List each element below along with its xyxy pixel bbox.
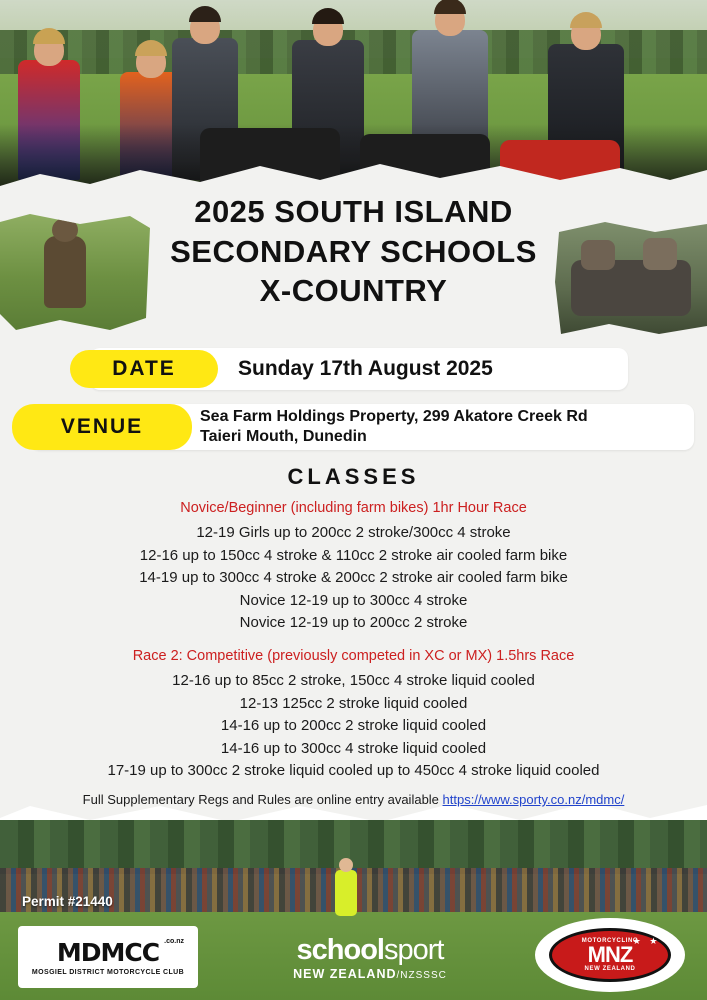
logo-motorcycling-nz <box>535 918 685 992</box>
schoolsport-wordmark <box>296 933 444 966</box>
mdmcc-mark: MDMCC <box>56 938 160 967</box>
class-line: 12-16 up to 150cc 4 stroke & 110cc 2 stroke air cooled farm bike <box>139 546 568 564</box>
date-label-pill: DATE <box>70 350 218 388</box>
class-group-competitive <box>0 648 707 783</box>
southern-cross-stars-icon: ★ ★ ★ <box>632 936 677 946</box>
schoolsport-thin: sport <box>383 933 444 966</box>
class-line: 17-19 up to 300cc 2 stroke liquid cooled up to 450cc 4 stroke liquid cooled <box>107 762 600 779</box>
mnz-mark: MNZ <box>587 942 633 967</box>
class-line: Novice 12-19 up to 300cc 4 stroke <box>239 591 468 609</box>
schoolsport-bold: school <box>296 933 384 966</box>
class-line: 12-16 up to 85cc 2 stroke, 150cc 4 stroke liquid cooled <box>172 672 535 689</box>
class-line: 12-13 125cc 2 stroke liquid cooled <box>239 694 468 712</box>
class-line: 14-19 up to 300cc 4 stroke & 200cc 2 stroke air cooled farm bike <box>139 569 568 586</box>
venue-line-2: Taieri Mouth, Dunedin <box>200 428 367 445</box>
logo-school-sport-nz <box>270 930 470 986</box>
header-photo <box>0 0 707 186</box>
schoolsport-tag: /NZSSSC <box>396 969 447 981</box>
schoolsport-subline <box>293 967 447 981</box>
footer-treeline <box>0 820 707 874</box>
classes-heading: CLASSES <box>287 464 420 489</box>
mnz-top-text: MOTORCYCLING <box>581 938 639 944</box>
mdmcc-domain: .co.nz <box>164 938 184 945</box>
venue-line-1: Sea Farm Holdings Property, 299 Akatore Creek Rd <box>200 408 588 425</box>
mdmcc-caption: MOSGIEL DISTRICT MOTORCYCLE CLUB <box>31 969 185 976</box>
class-line: 12-19 Girls up to 200cc 2 stroke/300cc 4 stroke <box>196 524 511 541</box>
venue-label-pill: VENUE <box>12 404 192 450</box>
venue-text <box>200 407 588 447</box>
marshal-figure <box>335 870 357 916</box>
class-line: 14-16 up to 200cc 2 stroke liquid cooled <box>220 717 487 734</box>
entry-link[interactable]: https://www.sporty.co.nz/mdmc/ <box>442 792 625 807</box>
class-group-heading: Race 2: Competitive (previously competed in XC or MX) 1.5hrs Race <box>132 648 575 664</box>
permit-number: Permit #21440 <box>22 894 113 909</box>
supplementary-regs-line <box>0 792 707 807</box>
logo-mdmcc <box>18 926 198 988</box>
regs-text: Full Supplementary Regs and Rules are online entry available <box>82 792 443 807</box>
class-group-novice <box>0 500 707 635</box>
title-line-1: 2025 SOUTH ISLAND <box>194 194 513 229</box>
page-title <box>0 192 707 311</box>
class-group-heading: Novice/Beginner (including farm bikes) 1hr Hour Race <box>180 500 527 516</box>
title-line-2: SECONDARY SCHOOLS <box>170 233 537 269</box>
schoolsport-country: NEW ZEALAND <box>293 966 397 981</box>
mnz-bottom-text: NEW ZEALAND <box>584 966 636 972</box>
date-value: Sunday 17th August 2025 <box>238 357 493 380</box>
rider-hair <box>434 0 466 14</box>
title-line-3: X-COUNTRY <box>259 273 448 309</box>
class-line: 14-16 up to 300cc 4 stroke liquid cooled <box>220 739 487 757</box>
class-line: Novice 12-19 up to 200cc 2 stroke <box>239 614 468 631</box>
